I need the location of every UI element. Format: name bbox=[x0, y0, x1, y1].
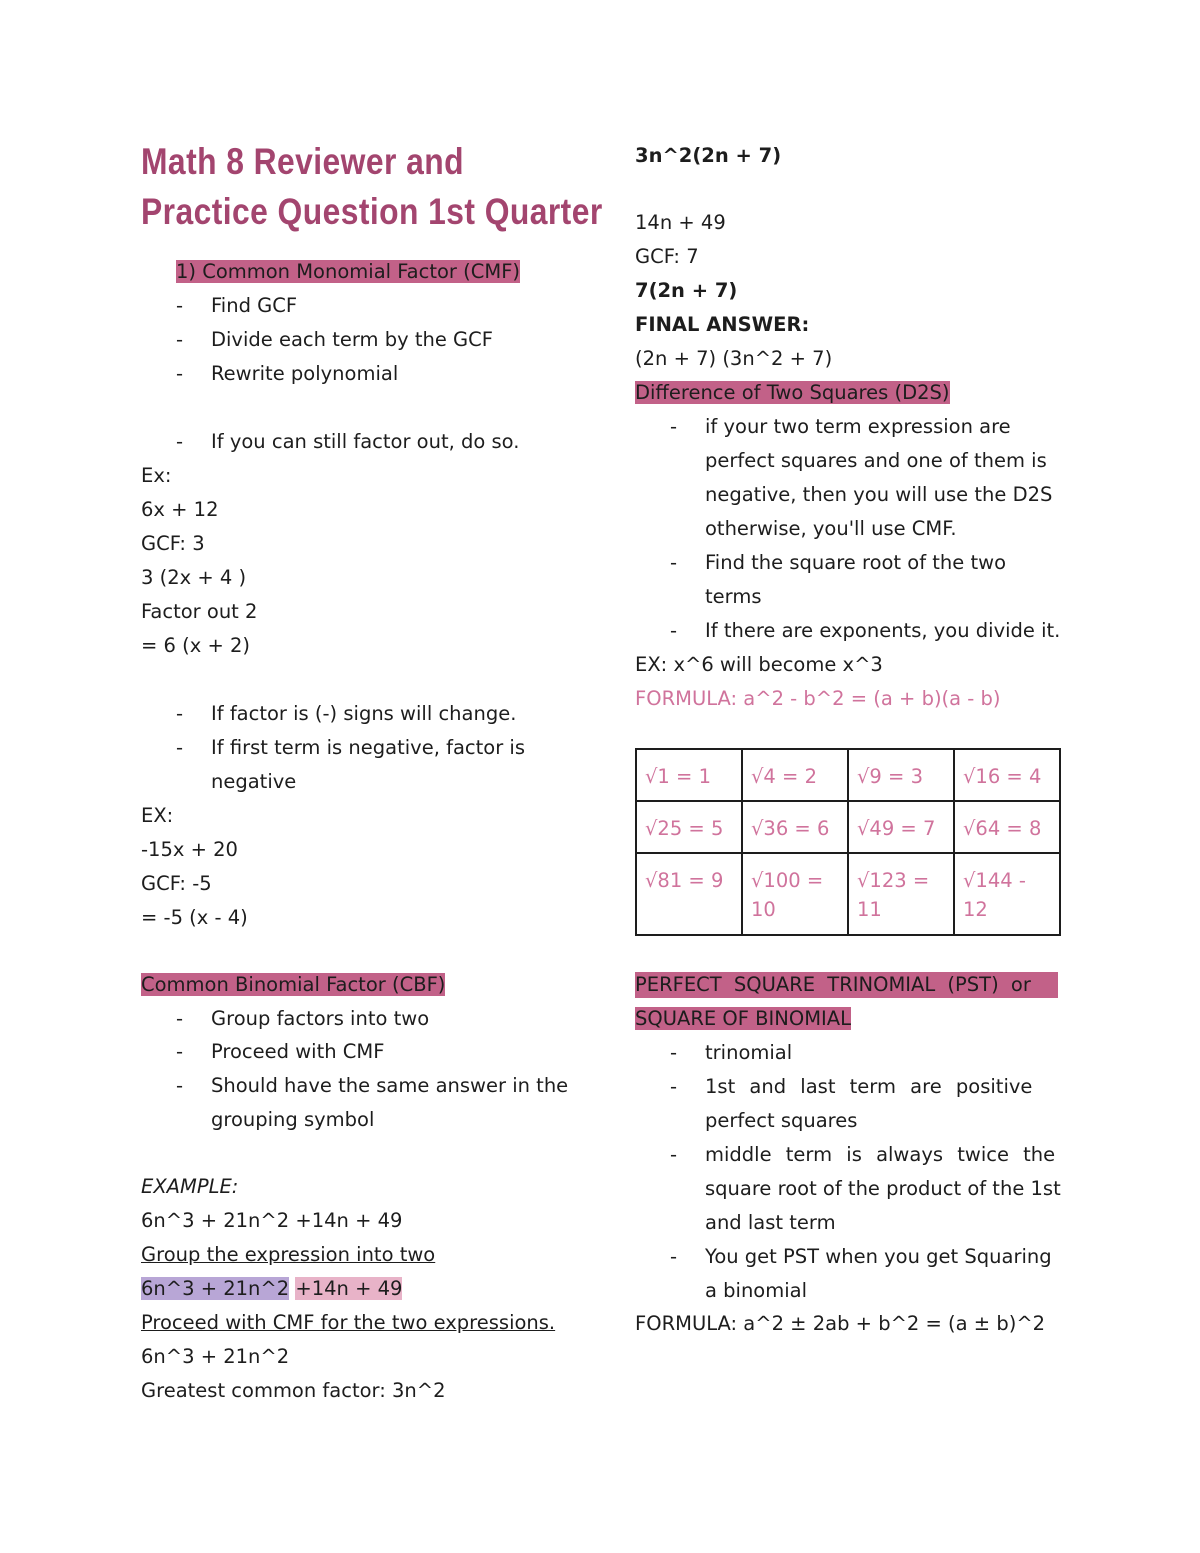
cmf-bullet: If factor is (-) signs will change. bbox=[211, 702, 517, 725]
d2s-bullet-cont: otherwise, you'll use CMF. bbox=[705, 517, 957, 540]
cmf-example-line: 6x + 12 bbox=[141, 498, 219, 521]
cmf-example2-line: EX: bbox=[141, 804, 174, 827]
cbf-heading: Common Binomial Factor (CBF) bbox=[141, 973, 446, 996]
cbf-group-label: Group the expression into two bbox=[141, 1243, 436, 1266]
table-cell: √16 = 4 bbox=[954, 749, 1060, 801]
cmf-example-line: GCF: 3 bbox=[141, 532, 205, 555]
d2s-bullet: If there are exponents, you divide it. bbox=[705, 619, 1061, 642]
cbf-result2: 7(2n + 7) bbox=[635, 279, 738, 302]
final-answer: (2n + 7) (3n^2 + 7) bbox=[635, 347, 833, 370]
cbf-gcf2: GCF: 7 bbox=[635, 245, 699, 268]
cmf-heading: 1) Common Monomial Factor (CMF) bbox=[176, 260, 521, 283]
cbf-bullet-cont: grouping symbol bbox=[211, 1108, 375, 1131]
pst-bullet: 1st and last term are positive bbox=[705, 1075, 1033, 1098]
cbf-group-a: 6n^3 + 21n^2 bbox=[141, 1277, 290, 1300]
pst-bullet-cont: a binomial bbox=[705, 1279, 808, 1302]
cbf-gcf1: Greatest common factor: 3n^2 bbox=[141, 1379, 446, 1402]
cmf-bullet: If first term is negative, factor is bbox=[211, 736, 525, 759]
cbf-part2: 14n + 49 bbox=[635, 211, 726, 234]
cbf-part1: 6n^3 + 21n^2 bbox=[141, 1345, 290, 1368]
pst-heading-line2: SQUARE OF BINOMIAL bbox=[635, 1007, 852, 1030]
cmf-example-line: Ex: bbox=[141, 464, 172, 487]
table-cell: √123 = 11 bbox=[848, 853, 954, 935]
table-row bbox=[636, 853, 1060, 935]
document-title-line1: Math 8 Reviewer and bbox=[141, 141, 464, 182]
pst-heading-line1: PERFECT SQUARE TRINOMIAL (PST) or bbox=[635, 972, 1058, 998]
pst-formula: FORMULA: a^2 ± 2ab + b^2 = (a ± b)^2 bbox=[635, 1312, 1046, 1335]
cbf-group-b: +14n + 49 bbox=[295, 1277, 403, 1300]
table-cell: √144 - 12 bbox=[954, 853, 1060, 935]
document-title-line2: Practice Question 1st Quarter bbox=[141, 191, 603, 232]
cbf-expression: 6n^3 + 21n^2 +14n + 49 bbox=[141, 1209, 403, 1232]
table-cell: √1 = 1 bbox=[636, 749, 742, 801]
pst-bullet-cont: square root of the product of the 1st bbox=[705, 1177, 1061, 1200]
table-cell: √4 = 2 bbox=[742, 749, 848, 801]
cmf-example2-line: -15x + 20 bbox=[141, 838, 238, 861]
cmf-example2-line: GCF: -5 bbox=[141, 872, 212, 895]
pst-bullet: middle term is always twice the bbox=[705, 1143, 1056, 1166]
d2s-example: EX: x^6 will become x^3 bbox=[635, 653, 883, 676]
cbf-example-label: EXAMPLE: bbox=[141, 1175, 239, 1198]
table-cell: √100 = 10 bbox=[742, 853, 848, 935]
d2s-formula: FORMULA: a^2 - b^2 = (a + b)(a - b) bbox=[635, 687, 1001, 710]
table-cell: √81 = 9 bbox=[636, 853, 742, 935]
cmf-example2-line: = -5 (x - 4) bbox=[141, 906, 248, 929]
table-cell: √36 = 6 bbox=[742, 801, 848, 853]
cmf-bullet: Find GCF bbox=[211, 294, 298, 317]
d2s-bullet: if your two term expression are bbox=[705, 415, 1011, 438]
cbf-bullet: Proceed with CMF bbox=[211, 1040, 385, 1063]
final-answer-label: FINAL ANSWER: bbox=[635, 313, 810, 336]
cmf-example-line: 3 (2x + 4 ) bbox=[141, 566, 247, 589]
square-roots-table bbox=[635, 748, 1061, 936]
d2s-bullet: Find the square root of the two bbox=[705, 551, 1006, 574]
cmf-bullet: If you can still factor out, do so. bbox=[211, 430, 520, 453]
pst-bullet-cont: perfect squares bbox=[705, 1109, 858, 1132]
pst-bullet: trinomial bbox=[705, 1041, 793, 1064]
cbf-proceed-label: Proceed with CMF for the two expressions. bbox=[141, 1311, 556, 1334]
cbf-result1: 3n^2(2n + 7) bbox=[635, 144, 782, 167]
d2s-bullet-cont: perfect squares and one of them is bbox=[705, 449, 1047, 472]
pst-bullet: You get PST when you get Squaring bbox=[705, 1245, 1052, 1268]
table-cell: √64 = 8 bbox=[954, 801, 1060, 853]
table-cell: √9 = 3 bbox=[848, 749, 954, 801]
cbf-bullet: Should have the same answer in the bbox=[211, 1074, 569, 1097]
table-row bbox=[636, 801, 1060, 853]
cmf-example-line: = 6 (x + 2) bbox=[141, 634, 251, 657]
cmf-bullet: Rewrite polynomial bbox=[211, 362, 399, 385]
cmf-bullet-cont: negative bbox=[211, 770, 297, 793]
cbf-grouped-expression bbox=[141, 1276, 402, 1302]
cmf-bullet: Divide each term by the GCF bbox=[211, 328, 493, 351]
d2s-heading: Difference of Two Squares (D2S) bbox=[635, 381, 950, 404]
cmf-example-line: Factor out 2 bbox=[141, 600, 258, 623]
table-row bbox=[636, 749, 1060, 801]
table-cell: √25 = 5 bbox=[636, 801, 742, 853]
pst-bullet-cont: and last term bbox=[705, 1211, 836, 1234]
table-cell: √49 = 7 bbox=[848, 801, 954, 853]
d2s-bullet-cont: negative, then you will use the D2S bbox=[705, 483, 1053, 506]
cbf-bullet: Group factors into two bbox=[211, 1007, 430, 1030]
d2s-bullet-cont: terms bbox=[705, 585, 762, 608]
